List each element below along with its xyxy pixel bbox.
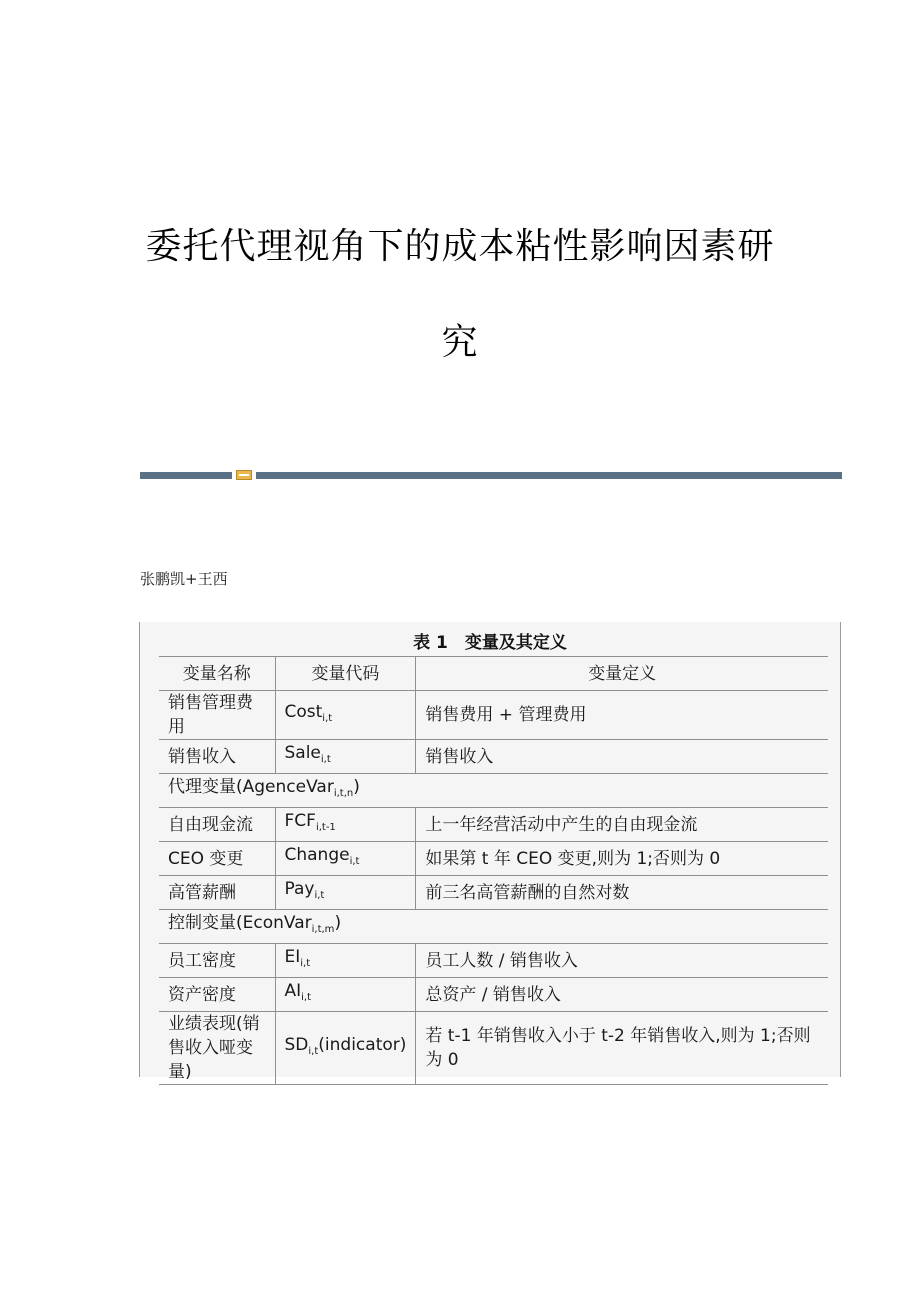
variable-code (275, 1012, 416, 1085)
code-base: AI (284, 981, 302, 1001)
variable-code (275, 808, 416, 842)
variable-name: 自由现金流 (159, 808, 275, 842)
table-group-row (159, 910, 828, 944)
document-title-line1: 委托代理视角下的成本粘性影响因素研 (145, 226, 775, 267)
table-row (159, 808, 828, 842)
group-label-tail: ) (334, 913, 342, 933)
variable-definition: 员工人数 / 销售收入 (416, 944, 828, 978)
variable-code (275, 740, 416, 774)
variable-definition: 若 t-1 年销售收入小于 t-2 年销售收入,则为 1;否则为 0 (416, 1012, 828, 1085)
document-title-line2: 究 (441, 322, 479, 363)
group-label-base: 控制变量(EconVar (168, 913, 312, 933)
variable-definition: 销售收入 (416, 740, 828, 774)
variable-definition: 总资产 / 销售收入 (416, 978, 828, 1012)
code-subscript: i,t (322, 712, 333, 724)
table-row (159, 691, 828, 740)
code-subscript: i,t (300, 958, 311, 969)
header-variable-name: 变量名称 (159, 657, 275, 691)
group-label-tail: ) (353, 777, 360, 797)
authors: 张鹏凯+王西 (140, 570, 228, 588)
variable-name: 员工密度 (159, 944, 275, 978)
code-base: SD (284, 1034, 309, 1055)
table-row (159, 740, 828, 774)
divider-bar-left (140, 472, 232, 479)
code-base: Sale (284, 743, 321, 763)
variables-table-figure (139, 622, 841, 1082)
group-label-subscript: i,t,m (311, 924, 335, 935)
variable-definition: 上一年经营活动中产生的自由现金流 (416, 808, 828, 842)
variables-table (159, 656, 828, 1085)
variable-name: 销售管理费用 (159, 691, 275, 740)
variable-definition: 销售费用 + 管理费用 (416, 691, 828, 740)
code-subscript: i,t-1 (315, 822, 336, 833)
code-base: Cost (284, 701, 323, 722)
code-subscript: i,t (314, 890, 325, 901)
variable-name: 业绩表现(销售收入哑变量) (159, 1012, 275, 1085)
code-subscript: i,t (349, 856, 360, 867)
group-label (159, 910, 828, 944)
variable-code (275, 876, 416, 910)
table-row (159, 944, 828, 978)
table-row (159, 1012, 828, 1085)
variable-name: CEO 变更 (159, 842, 275, 876)
variable-code (275, 691, 416, 740)
title-divider (140, 470, 842, 480)
variable-code (275, 842, 416, 876)
divider-ornament-icon (236, 470, 252, 480)
variable-definition: 如果第 t 年 CEO 变更,则为 1;否则为 0 (416, 842, 828, 876)
table-group-row (159, 774, 828, 808)
group-label-subscript: i,t,n (333, 788, 354, 799)
table-row (159, 876, 828, 910)
variable-code (275, 978, 416, 1012)
table-header-row (159, 657, 828, 691)
variable-code (275, 944, 416, 978)
code-subscript: i,t (308, 1045, 319, 1057)
code-base: EI (284, 947, 301, 967)
variable-name: 高管薪酬 (159, 876, 275, 910)
group-label (159, 774, 828, 808)
code-subscript: i,t (320, 754, 331, 765)
table-caption: 表 1 变量及其定义 (413, 633, 567, 653)
table-row (159, 978, 828, 1012)
code-tail: (indicator) (318, 1034, 407, 1055)
code-base: FCF (284, 811, 316, 831)
code-base: Pay (284, 879, 315, 899)
code-subscript: i,t (301, 992, 312, 1003)
table-row (159, 842, 828, 876)
group-label-base: 代理变量(AgenceVar (168, 777, 334, 797)
divider-bar-right (256, 472, 842, 479)
variable-name: 销售收入 (159, 740, 275, 774)
code-base: Change (284, 845, 350, 865)
variable-definition: 前三名高管薪酬的自然对数 (416, 876, 828, 910)
header-variable-code: 变量代码 (275, 657, 416, 691)
variable-name: 资产密度 (159, 978, 275, 1012)
header-variable-definition: 变量定义 (416, 657, 828, 691)
